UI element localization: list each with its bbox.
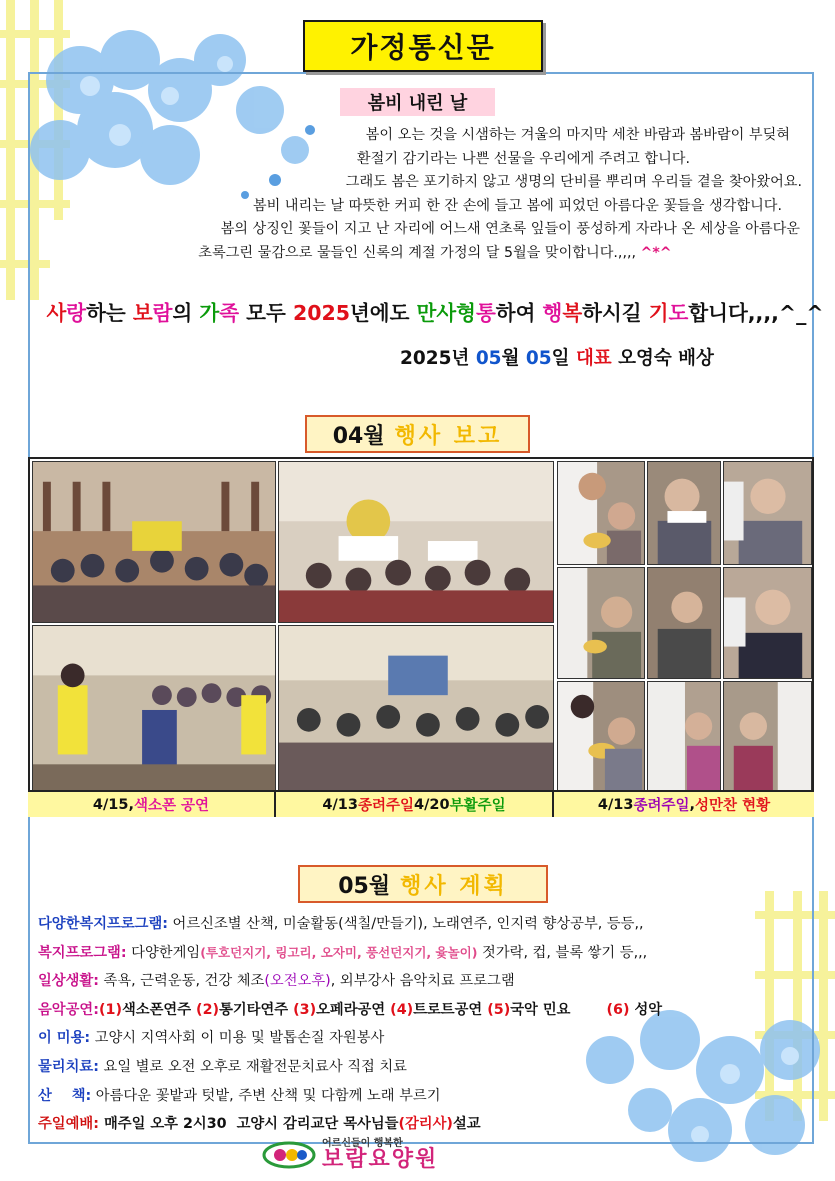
plan-label: 다양한복지프로그램: bbox=[38, 916, 169, 932]
plan-row-walk bbox=[38, 1082, 798, 1111]
greet-part: 의 bbox=[172, 301, 200, 325]
april-heading-month: 04월 bbox=[332, 423, 385, 449]
greet-part: 가 bbox=[199, 301, 220, 325]
plan-paren: (투호던지기, 링고리, 오자미, 풍선던지기, 윷놀이) bbox=[200, 944, 478, 960]
sign-name: 오영숙 배상 bbox=[611, 348, 714, 369]
plan-row-physio bbox=[38, 1053, 798, 1082]
plan-row-daily-life bbox=[38, 967, 798, 996]
photo-event-hall-audience bbox=[32, 461, 276, 623]
greet-part: 년에도 bbox=[350, 301, 417, 325]
greet-part: 만 bbox=[416, 301, 437, 325]
caption-palm-easter bbox=[276, 790, 554, 817]
plan-label: 음악공연: bbox=[38, 1001, 99, 1018]
greet-part: 보 bbox=[132, 301, 153, 325]
plan-text: 젓가락, 컵, 블록 쌓기 등,,, bbox=[477, 944, 648, 961]
plan-num: (6) bbox=[606, 1001, 630, 1018]
greet-part: 합니다,,,,^_^ bbox=[688, 301, 824, 325]
plan-text: 다양한게임 bbox=[126, 944, 201, 961]
photo-communion-6 bbox=[723, 567, 812, 679]
footer-logo bbox=[262, 1138, 512, 1172]
intro-line: 환절기 감기라는 나쁜 선물을 우리에게 주려고 합니다. bbox=[356, 150, 690, 167]
caption-text: 종려주일 bbox=[633, 798, 690, 814]
sign-rep: 대표 bbox=[575, 348, 612, 369]
plan-item: 오페라공연 bbox=[316, 1001, 391, 1018]
plan-label: 물리치료: bbox=[38, 1058, 99, 1075]
plan-item: 트로트공연 bbox=[413, 1001, 488, 1018]
caption-text: 종려주일 bbox=[357, 798, 414, 814]
plan-num: (3) bbox=[293, 1001, 317, 1018]
smile-emoticon: ^*^ bbox=[640, 244, 672, 261]
may-heading-word: 행사 계획 bbox=[400, 873, 508, 899]
intro-last-text: 초록그린 물감으로 물들인 신록의 계절 가정의 달 5월을 맞이합니다.,,,, bbox=[198, 244, 636, 261]
photo-communion-9 bbox=[723, 681, 812, 791]
greet-part: 2025 bbox=[292, 301, 350, 325]
greeting-line bbox=[40, 296, 830, 326]
intro-line: 봄이 오는 것을 시샘하는 겨울의 마지막 세찬 바람과 봄바람이 부딪혀 bbox=[365, 127, 790, 143]
subtitle: 봄비 내린 날 bbox=[340, 88, 495, 116]
may-plan-list bbox=[38, 910, 798, 1139]
photo-worship-palm-sunday bbox=[278, 461, 554, 623]
plan-label: 이 미용: bbox=[38, 1030, 91, 1047]
greet-part: 기 bbox=[648, 301, 669, 325]
greet-part: 람 bbox=[152, 301, 173, 325]
sign-month: 05 bbox=[475, 348, 502, 369]
plan-item: 색소폰연주 bbox=[122, 1001, 197, 1018]
greet-part: 형 bbox=[456, 301, 476, 325]
plan-num: (4) bbox=[390, 1001, 414, 1018]
plan-text: , 외부강사 음악치료 프로그램 bbox=[330, 973, 515, 990]
plan-row-welfare-programs bbox=[38, 910, 798, 939]
greet-part: 하는 bbox=[86, 301, 133, 325]
caption-text: 부활주일 bbox=[449, 798, 506, 814]
photo-communion-7 bbox=[557, 681, 645, 791]
caption-date: 4/13 bbox=[322, 796, 358, 813]
plan-label: 산 책: bbox=[38, 1087, 92, 1104]
greet-part: 행 bbox=[542, 301, 563, 325]
greet-part: 도 bbox=[668, 301, 689, 325]
intro-line-last bbox=[60, 242, 810, 266]
april-heading-word: 행사 보고 bbox=[394, 423, 503, 449]
photo-communion-8 bbox=[647, 681, 721, 791]
greet-part: 복 bbox=[562, 301, 583, 325]
photo-communion-2 bbox=[647, 461, 721, 565]
intro-paragraph bbox=[60, 124, 810, 265]
photo-communion-1 bbox=[557, 461, 645, 565]
plan-label: 주일예배: bbox=[38, 1116, 99, 1133]
plan-text: 아름다운 꽃밭과 텃밭, 주변 산책 및 다함께 노래 부르기 bbox=[91, 1087, 441, 1104]
greet-part: 사 bbox=[46, 301, 67, 325]
greet-part: 하여 bbox=[495, 301, 543, 325]
boram-logo-icon bbox=[262, 1141, 316, 1169]
photo-communion-5 bbox=[647, 567, 721, 679]
intro-line: 봄의 상징인 꽃들이 지고 난 자리에 어느새 연초록 잎들이 풍성하게 자라나 온 세상을 아름다운 bbox=[220, 221, 800, 237]
photo-saxophone-performance bbox=[32, 625, 276, 791]
sign-month-unit: 월 bbox=[501, 348, 526, 369]
plan-num: (5) bbox=[487, 1001, 511, 1018]
plan-text: 족욕, 근력운동, 건강 체조 bbox=[98, 973, 265, 990]
caption-sep: , bbox=[689, 796, 696, 813]
april-section-heading bbox=[305, 415, 530, 453]
plan-item: 성악 bbox=[629, 1001, 663, 1018]
page-title: 가정통신문 bbox=[303, 20, 543, 72]
plan-label: 복지프로그램: bbox=[38, 944, 127, 961]
greet-part: 통 bbox=[475, 301, 496, 325]
plan-num: (2) bbox=[196, 1001, 220, 1018]
plan-text: 고양시 지역사회 이 미용 및 발톱손질 자원봉사 bbox=[90, 1030, 385, 1047]
logo-name: 보람요양원 bbox=[322, 1147, 439, 1172]
plan-text: 설교 bbox=[452, 1116, 481, 1133]
plan-label: 일상생활: bbox=[38, 973, 99, 990]
sign-year: 2025년 bbox=[400, 348, 476, 369]
plan-text: 어르신조별 산책, 미술활동(색칠/만들기), 노래연주, 인지력 향상공부, 등등,, bbox=[168, 916, 644, 932]
caption-text: 색소폰 공연 bbox=[133, 798, 210, 814]
greet-part: 모두 bbox=[239, 301, 293, 325]
greet-part: 하시길 bbox=[582, 301, 649, 325]
plan-item: 통기타연주 bbox=[219, 1001, 294, 1018]
caption-date: 4/15, bbox=[92, 796, 134, 813]
may-section-heading bbox=[298, 865, 548, 903]
caption-communion bbox=[554, 790, 814, 817]
intro-line: 봄비 내리는 날 따뜻한 커피 한 잔 손에 들고 봄에 피었던 아름다운 꽃들을 생각합니다. bbox=[252, 197, 782, 214]
caption-date: 4/13 bbox=[597, 796, 634, 813]
plan-row-beauty bbox=[38, 1024, 798, 1053]
caption-date: 4/20 bbox=[414, 796, 450, 813]
photo-communion-4 bbox=[557, 567, 645, 679]
plan-text: 요일 별로 오전 오후로 재활전문치료사 직접 치료 bbox=[98, 1058, 407, 1075]
caption-text: 성만찬 현황 bbox=[695, 798, 771, 814]
plan-row-worship bbox=[38, 1110, 798, 1139]
photo-communion-3 bbox=[723, 461, 812, 565]
plan-text: 매주일 오후 2시30 고양시 감리교단 목사님들 bbox=[98, 1116, 399, 1133]
plan-paren: (오전오후) bbox=[264, 973, 331, 990]
plan-num: (1) bbox=[98, 1001, 122, 1018]
greet-part: 족 bbox=[219, 301, 240, 325]
logo-tagline: 어르신들이 행복한 bbox=[322, 1138, 403, 1149]
plan-row-music bbox=[38, 996, 798, 1025]
signature-line bbox=[400, 344, 800, 370]
plan-row-games bbox=[38, 939, 798, 968]
caption-saxophone bbox=[28, 790, 276, 817]
sign-day: 05 bbox=[525, 348, 552, 369]
sign-day-unit: 일 bbox=[551, 348, 576, 369]
greet-part: 사 bbox=[436, 301, 457, 325]
plan-item: 국악 민요 bbox=[510, 1001, 571, 1018]
plan-paren: (감리사) bbox=[398, 1116, 453, 1133]
intro-line: 그래도 봄은 포기하지 않고 생명의 단비를 뿌리며 우리들 곁을 찾아왔어요. bbox=[345, 174, 802, 190]
april-photo-collage bbox=[28, 457, 814, 815]
photo-easter-sunday bbox=[278, 625, 554, 791]
may-heading-month: 05월 bbox=[338, 873, 391, 899]
april-captions bbox=[28, 790, 814, 817]
greet-part: 랑 bbox=[66, 301, 87, 325]
